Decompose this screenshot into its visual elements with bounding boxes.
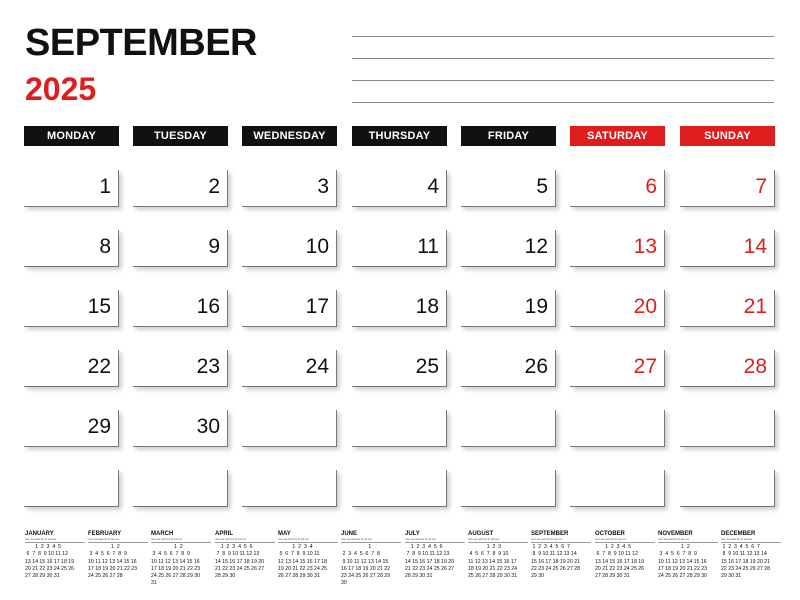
mini-week-row: 15 16 17 18 19 20 21: [531, 558, 581, 565]
day-number: 7: [755, 175, 767, 198]
mini-week-row: 1 2: [151, 544, 183, 550]
mini-week-row: 20 21 22 23 24 25 26: [595, 565, 645, 572]
mini-week-row: 3 4 5 6 7 8 9: [88, 551, 127, 558]
mini-week-row: 21 22 23 24 25 26 27: [215, 565, 265, 572]
mini-week-row: 3 4 5 6 7 8 9: [151, 551, 190, 558]
mini-weekday-labels: mon tue wed thu fri sat sun: [278, 538, 338, 543]
notes-line: [352, 58, 774, 59]
day-number: 14: [743, 235, 767, 258]
mini-week-row: 12 13 14 15 16 17 18: [278, 558, 328, 565]
day-number: 8: [99, 235, 111, 258]
mini-week-row: 23 24 25 26 27 28 29: [341, 573, 391, 580]
mini-week-row: 15 16 17 18 19 20 21: [721, 558, 771, 565]
mini-week-row: 19 20 21 22 23 24 25: [278, 565, 328, 572]
day-number: 16: [196, 295, 220, 318]
day-cell[interactable]: [461, 290, 556, 327]
mini-week-row: 10 11 12 13 14 15 16: [658, 558, 707, 565]
mini-calendar-september: [531, 530, 591, 592]
day-cell[interactable]: [570, 470, 665, 507]
day-number: 15: [87, 295, 111, 318]
mini-week-row: 9 10 11 12 13 14 15: [341, 558, 389, 565]
day-cell[interactable]: [352, 410, 447, 447]
mini-week-row: 1 2: [658, 544, 690, 550]
mini-week-row: 7 8 9 10 11 12 13: [405, 551, 450, 558]
day-number: 9: [208, 235, 220, 258]
day-cell[interactable]: [133, 290, 228, 327]
day-number: 22: [87, 355, 111, 378]
mini-weekday-labels: mon tue wed thu fri sat sun: [658, 538, 718, 543]
mini-week-row: 31: [151, 580, 157, 587]
mini-weekday-labels: mon tue wed thu fri sat sun: [721, 538, 781, 543]
mini-week-row: 4 5 6 7 8 9 10: [468, 551, 509, 558]
mini-week-row: 20 21 22 23 24 25 26: [25, 565, 75, 572]
day-cell[interactable]: [352, 350, 447, 387]
weekday-header-friday: FRIDAY: [461, 126, 556, 146]
mini-week-row: 18 19 20 21 22 23 24: [468, 565, 518, 572]
mini-week-row: 30: [341, 580, 347, 587]
mini-week-row: 26 27 28 29 30 31: [278, 573, 320, 580]
mini-week-row: 28 29 30: [215, 573, 236, 580]
mini-week-row: 1 2 3 4 5 6 7: [721, 544, 760, 550]
day-cell[interactable]: [680, 290, 775, 327]
mini-week-row: 24 25 26 27 28 29 30: [658, 573, 708, 580]
notes-area: [352, 36, 774, 106]
weekday-header-wednesday: WEDNESDAY: [242, 126, 337, 146]
mini-calendar-december: [721, 530, 781, 592]
mini-week-row: 27 28 29 30 31: [595, 573, 630, 580]
mini-week-row: 24 25 26 27 28 29 30: [151, 573, 201, 580]
day-number: 5: [536, 175, 548, 198]
mini-week-row: 3 4 5 6 7 8 9: [658, 551, 697, 558]
mini-calendar-march: [151, 530, 211, 592]
mini-month-title: SEPTEMBER: [531, 531, 569, 537]
day-cell[interactable]: [680, 350, 775, 387]
day-number: 20: [633, 295, 657, 318]
mini-week-row: 14 15 16 17 18 19 20: [215, 558, 265, 565]
day-cell[interactable]: [133, 230, 228, 267]
mini-week-row: 1 2 3 4 5 6 7: [531, 544, 570, 550]
day-number: 29: [87, 415, 111, 438]
day-number: 21: [743, 295, 767, 318]
mini-calendar-november: [658, 530, 718, 592]
year-title: 2025: [25, 71, 97, 107]
day-cell[interactable]: [24, 230, 119, 267]
weekday-header-sunday: SUNDAY: [680, 126, 775, 146]
mini-calendar-july: [405, 530, 465, 592]
mini-weekday-labels: mon tue wed thu fri sat sun: [595, 538, 655, 543]
day-number: 26: [524, 355, 548, 378]
day-cell[interactable]: [461, 470, 556, 507]
day-number: 6: [645, 175, 657, 198]
mini-month-title: APRIL: [215, 531, 233, 537]
mini-month-title: JULY: [405, 531, 420, 537]
mini-weekday-labels: mon tue wed thu fri sat sun: [151, 538, 211, 543]
mini-week-row: 14 15 16 17 18 19 20: [405, 558, 455, 565]
weekday-header-thursday: THURSDAY: [352, 126, 447, 146]
day-number: 11: [417, 235, 439, 258]
day-number: 23: [196, 355, 220, 378]
day-cell[interactable]: [461, 410, 556, 447]
mini-week-row: 17 18 19 20 21 22 23: [151, 565, 201, 572]
day-cell[interactable]: [242, 410, 337, 447]
day-number: 10: [305, 235, 329, 258]
day-cell[interactable]: [570, 230, 665, 267]
day-cell[interactable]: [242, 290, 337, 327]
day-cell[interactable]: [242, 170, 337, 207]
mini-weekday-labels: mon tue wed thu fri sat sun: [531, 538, 591, 543]
day-cell[interactable]: [352, 290, 447, 327]
mini-calendar-april: [215, 530, 275, 592]
mini-month-title: NOVEMBER: [658, 531, 693, 537]
mini-week-row: 22 23 24 25 26 27 28: [531, 565, 581, 572]
mini-week-row: 1 2 3 4 5: [595, 544, 632, 550]
day-number: 13: [633, 235, 657, 258]
mini-calendar-august: [468, 530, 528, 592]
mini-week-row: 1: [341, 544, 372, 550]
weekday-header-saturday: SATURDAY: [570, 126, 665, 146]
notes-line: [352, 102, 774, 103]
notes-line: [352, 80, 774, 81]
day-cell[interactable]: [133, 170, 228, 207]
mini-week-row: 1 2 3 4 5 6: [215, 544, 253, 550]
weekday-header-monday: MONDAY: [24, 126, 119, 146]
day-number: 18: [415, 295, 439, 318]
mini-month-title: DECEMBER: [721, 531, 756, 537]
day-cell[interactable]: [570, 350, 665, 387]
day-number: 25: [415, 355, 439, 378]
mini-week-row: 17 18 19 20 21 22 23: [658, 565, 708, 572]
day-cell[interactable]: [680, 470, 775, 507]
mini-weekday-labels: mon tue wed thu fri sat sun: [25, 538, 85, 543]
mini-calendar-october: [595, 530, 655, 592]
day-cell[interactable]: [133, 410, 228, 447]
mini-weekday-labels: mon tue wed thu fri sat sun: [88, 538, 148, 543]
mini-week-row: 1 2: [88, 544, 120, 550]
mini-week-row: 1 2 3 4: [278, 544, 313, 550]
mini-week-row: 16 17 18 19 20 21 22: [341, 565, 391, 572]
day-cell[interactable]: [461, 230, 556, 267]
mini-month-title: MARCH: [151, 531, 174, 537]
mini-week-row: 1 2 3: [468, 544, 502, 550]
day-cell[interactable]: [24, 350, 119, 387]
mini-calendar-february: [88, 530, 148, 592]
day-cell[interactable]: [242, 230, 337, 267]
mini-week-row: 21 22 23 24 25 26 27: [405, 565, 455, 572]
day-cell[interactable]: [24, 410, 119, 447]
mini-week-row: 13 14 15 16 17 18 19: [25, 558, 75, 565]
day-cell[interactable]: [133, 350, 228, 387]
weekday-header-tuesday: TUESDAY: [133, 126, 228, 146]
day-cell[interactable]: [461, 350, 556, 387]
mini-week-row: 1 2 3 4 5 6: [405, 544, 443, 550]
mini-week-row: 8 9 10 11 12 13 14: [721, 551, 767, 558]
mini-month-title: OCTOBER: [595, 531, 625, 537]
mini-week-row: 7 8 9 10 11 12 13: [215, 551, 260, 558]
mini-weekday-labels: mon tue wed thu fri sat sun: [341, 538, 401, 543]
mini-week-row: 8 9 10 11 12 13 14: [531, 551, 577, 558]
day-number: 4: [427, 175, 439, 198]
mini-week-row: 2 3 4 5 6 7 8: [341, 551, 380, 558]
day-cell[interactable]: [24, 470, 119, 507]
notes-line: [352, 36, 774, 37]
mini-week-row: 29 30: [531, 573, 544, 580]
day-number: 3: [317, 175, 329, 198]
mini-month-title: JUNE: [341, 531, 358, 537]
day-number: 2: [208, 175, 220, 198]
day-cell[interactable]: [24, 170, 119, 207]
mini-week-row: 25 26 27 28 29 30 31: [468, 573, 518, 580]
day-cell[interactable]: [570, 290, 665, 327]
mini-week-row: 10 11 12 13 14 15 16: [151, 558, 200, 565]
day-number: 24: [305, 355, 329, 378]
mini-week-row: 29 30 31: [721, 573, 742, 580]
mini-week-row: 6 7 8 9 10 11 12: [25, 551, 68, 558]
day-cell[interactable]: [352, 470, 447, 507]
day-cell[interactable]: [680, 230, 775, 267]
mini-week-row: 1 2 3 4 5: [25, 544, 62, 550]
mini-week-row: 28 29 30 31: [405, 573, 433, 580]
mini-week-row: 24 25 26 27 28: [88, 573, 123, 580]
mini-weekday-labels: mon tue wed thu fri sat sun: [468, 538, 528, 543]
day-number: 19: [524, 295, 548, 318]
mini-month-title: FEBRUARY: [88, 531, 122, 537]
day-cell[interactable]: [242, 470, 337, 507]
day-cell[interactable]: [133, 470, 228, 507]
month-title: SEPTEMBER: [25, 22, 257, 64]
day-number: 12: [524, 235, 548, 258]
mini-month-title: MAY: [278, 531, 291, 537]
day-number: 27: [633, 355, 657, 378]
day-cell[interactable]: [352, 230, 447, 267]
mini-week-row: 10 11 12 13 14 15 16: [88, 558, 137, 565]
mini-week-row: 22 23 24 25 26 27 28: [721, 565, 771, 572]
mini-month-title: JANUARY: [25, 531, 54, 537]
mini-week-row: 11 12 13 14 15 16 17: [468, 558, 517, 565]
mini-week-row: 17 18 19 20 21 22 23: [88, 565, 138, 572]
mini-week-row: 5 6 7 8 9 10 11: [278, 551, 320, 558]
day-cell[interactable]: [461, 170, 556, 207]
mini-week-row: 6 7 8 9 10 11 12: [595, 551, 638, 558]
day-cell[interactable]: [24, 290, 119, 327]
day-number: 28: [743, 355, 767, 378]
day-number: 30: [196, 415, 220, 438]
mini-calendar-january: [25, 530, 85, 592]
mini-weekday-labels: mon tue wed thu fri sat sun: [215, 538, 275, 543]
mini-calendar-june: [341, 530, 401, 592]
day-cell[interactable]: [680, 410, 775, 447]
day-number: 17: [305, 295, 329, 318]
mini-month-title: AUGUST: [468, 531, 494, 537]
day-cell[interactable]: [352, 170, 447, 207]
mini-weekday-labels: mon tue wed thu fri sat sun: [405, 538, 465, 543]
day-cell[interactable]: [242, 350, 337, 387]
day-number: 1: [99, 175, 111, 198]
day-cell[interactable]: [570, 170, 665, 207]
day-cell[interactable]: [680, 170, 775, 207]
mini-week-row: 27 28 29 30 31: [25, 573, 60, 580]
day-cell[interactable]: [570, 410, 665, 447]
mini-week-row: 13 14 15 16 17 18 19: [595, 558, 645, 565]
mini-calendar-may: [278, 530, 338, 592]
